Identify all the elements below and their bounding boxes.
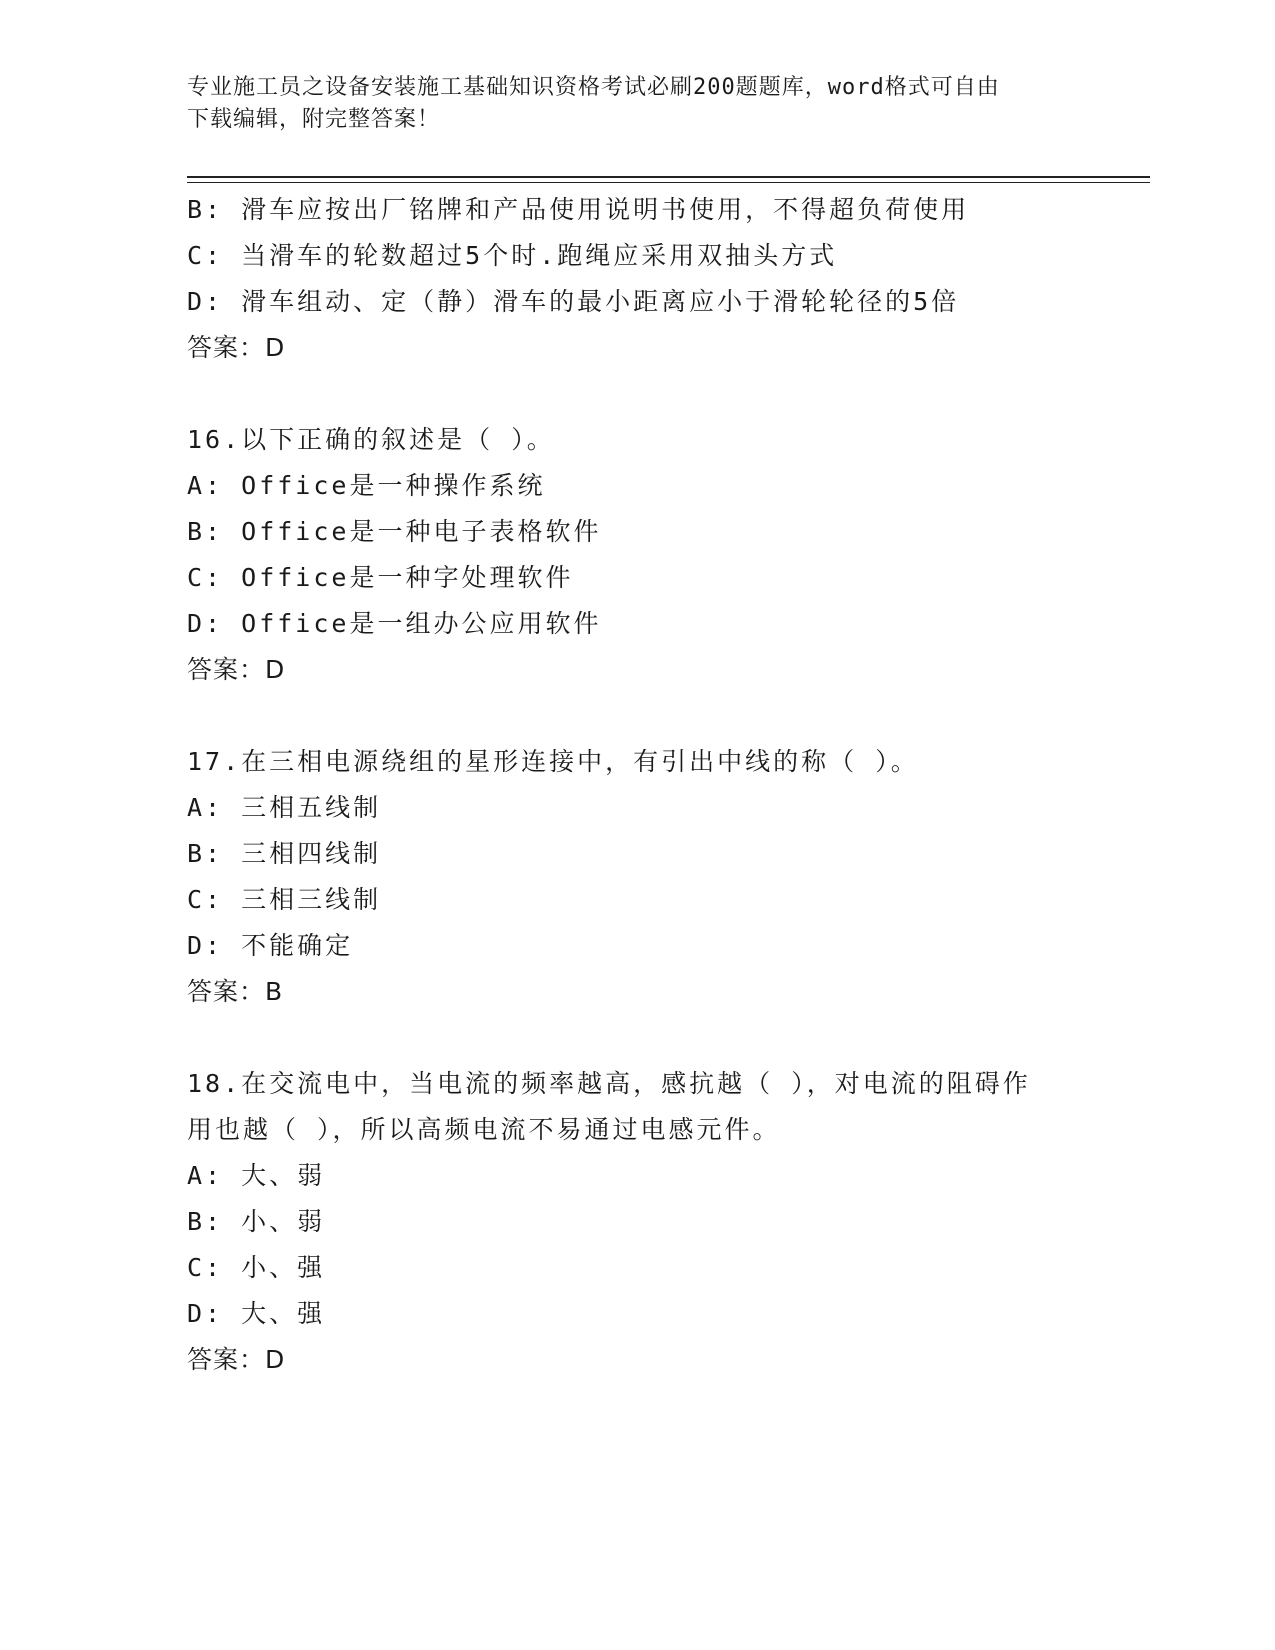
option-b: B: Office是一种电子表格软件 xyxy=(187,517,602,546)
question-gap xyxy=(187,371,1087,417)
option-c: C: 当滑车的轮数超过5个时.跑绳应采用双抽头方式 xyxy=(187,241,838,270)
header-title-line2: 下载编辑，附完整答案！ xyxy=(187,107,441,132)
option-a: A: Office是一种操作系统 xyxy=(187,471,546,500)
option-b: B: 滑车应按出厂铭牌和产品使用说明书使用，不得超负荷使用 xyxy=(187,195,970,224)
header-divider-thin xyxy=(187,182,1150,183)
option-d: D: 滑车组动、定（静）滑车的最小距离应小于滑轮轮径的5倍 xyxy=(187,287,960,316)
option-d: D: 不能确定 xyxy=(187,931,354,960)
option-d: D: Office是一组办公应用软件 xyxy=(187,609,602,638)
option-b: B: 小、弱 xyxy=(187,1207,326,1236)
question-18 xyxy=(187,1061,1087,1383)
answer: 答案：B xyxy=(187,977,284,1006)
answer: 答案：D xyxy=(187,655,286,684)
answer: 答案：D xyxy=(187,1345,286,1374)
header-title-line1: 专业施工员之设备安装施工基础知识资格考试必刷200题题库，word格式可自由 xyxy=(187,75,1000,100)
question-16 xyxy=(187,417,1087,693)
option-b: B: 三相四线制 xyxy=(187,839,382,868)
question-17 xyxy=(187,739,1087,1015)
question-gap xyxy=(187,693,1087,739)
question-text-line2: 用也越（ ），所以高频电流不易通过电感元件。 xyxy=(187,1115,781,1144)
question-list xyxy=(187,187,1087,1383)
question-gap xyxy=(187,1015,1087,1061)
question-text-line1: 18.在交流电中，当电流的频率越高，感抗越（ ），对电流的阻碍作 xyxy=(187,1069,1031,1098)
document-header xyxy=(187,72,1067,136)
option-c: C: 小、强 xyxy=(187,1253,326,1282)
option-d: D: 大、强 xyxy=(187,1299,326,1328)
option-c: C: 三相三线制 xyxy=(187,885,382,914)
answer: 答案：D xyxy=(187,333,286,362)
question-text: 16.以下正确的叙述是（ ）。 xyxy=(187,425,555,454)
header-divider xyxy=(187,176,1150,178)
question-15 xyxy=(187,187,1087,371)
option-c: C: Office是一种字处理软件 xyxy=(187,563,574,592)
question-text: 17.在三相电源绕组的星形连接中，有引出中线的称（ ）。 xyxy=(187,747,919,776)
option-a: A: 三相五线制 xyxy=(187,793,382,822)
option-a: A: 大、弱 xyxy=(187,1161,326,1190)
